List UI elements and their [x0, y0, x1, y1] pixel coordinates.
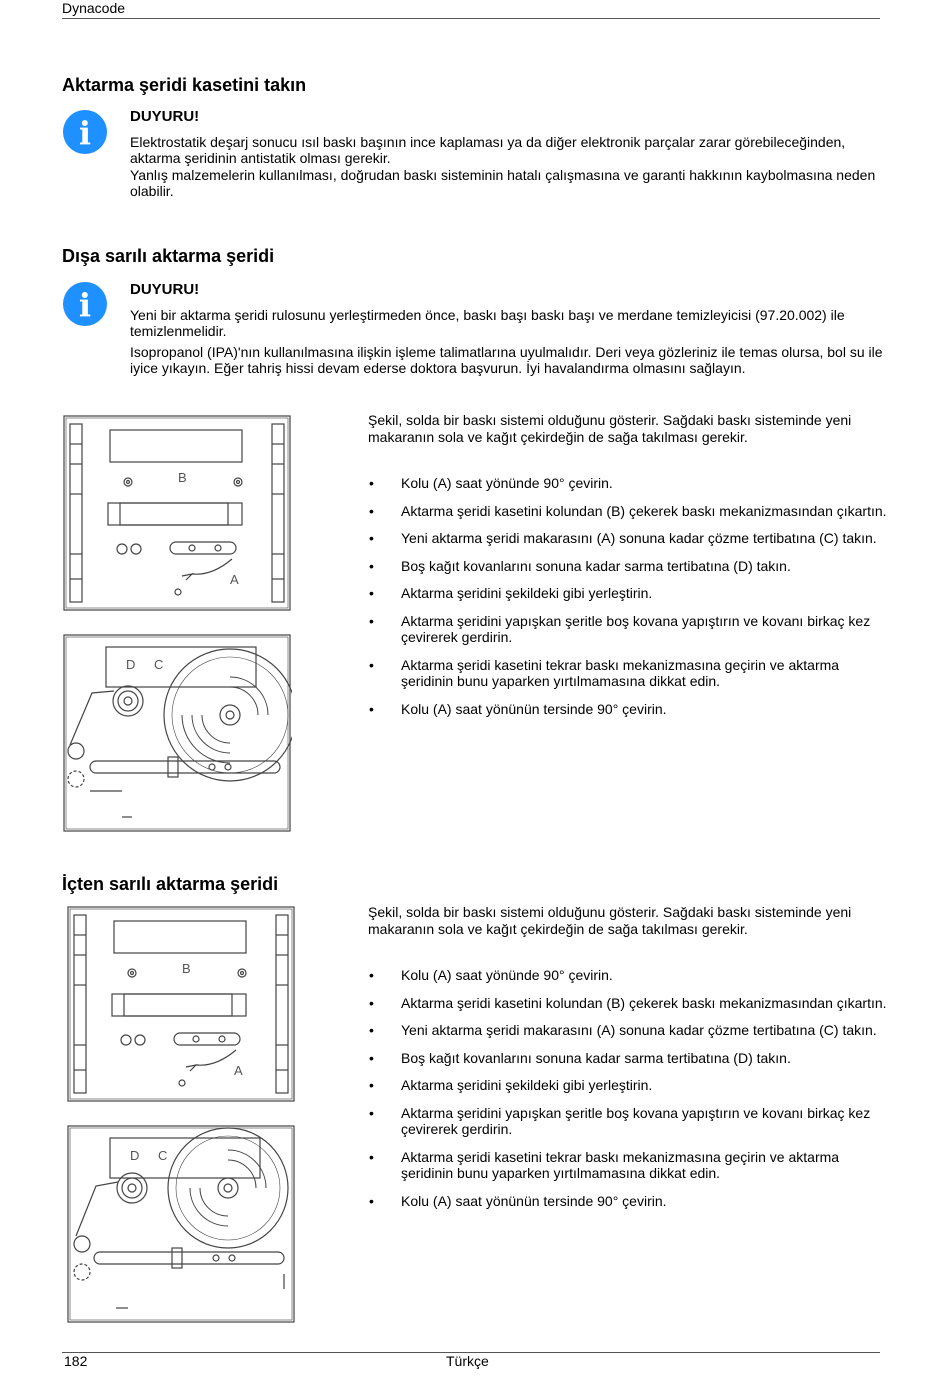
notice-text: Yeni bir aktarma şeridi rulosunu yerleştirmeden önce, baskı başı baskı başı ve merdane temizleyicisi (97.20.002) ile temizlenmelidir. [130, 306, 845, 339]
list-item: • Aktarma şeridini yapışkan şeritle boş kovana yapıştırın ve kovanı birkaç kez çevirerek gerdirin. [368, 613, 888, 646]
info-icon: i [63, 282, 107, 326]
list-item: • Yeni aktarma şeridi makarasını (A) sonuna kadar çözme tertibatına (C) takın. [368, 1022, 888, 1039]
list-item: • Aktarma şeridi kasetini tekrar baskı mekanizmasına geçirin ve aktarma şeridinin bunu yaparken yırtılmamasına dikkat edin. [368, 1149, 888, 1182]
figure-label: B [182, 961, 191, 976]
instructions-outer-wound [368, 412, 888, 728]
list-item: • Yeni aktarma şeridi makarasını (A) sonuna kadar çözme tertibatına (C) takın. [368, 530, 888, 547]
figure-ribbon-path-inner [66, 1124, 296, 1324]
figure-cassette-removal [66, 905, 296, 1103]
page-number: 182 [64, 1353, 88, 1369]
list-item: • Aktarma şeridini yapışkan şeritle boş kovana yapıştırın ve kovanı birkaç kez çevirerek gerdirin. [368, 1105, 888, 1138]
notice-antistatic [130, 109, 890, 204]
list-item: • Kolu (A) saat yönünde 90° çevirin. [368, 967, 888, 984]
notice-label: DUYURU! [130, 108, 200, 125]
info-icon: i [63, 110, 107, 154]
list-item: • Kolu (A) saat yönünün tersinde 90° çevirin. [368, 701, 888, 718]
figure-ribbon-path-outer [62, 633, 292, 833]
notice-text: Isopropanol (IPA)'nın kullanılmasına ilişkin işleme talimatlarına uyulmalıdır. Deri veya gözleriniz ile temas olursa, bol su ile iyice yıkayın. Eğer tahriş hissi devam ederse doktora başvurun. İyi havalandırma olmasını sağlayın. [130, 343, 883, 376]
notice-cleaning [130, 282, 890, 381]
list-item: • Aktarma şeridini şekildeki gibi yerleştirin. [368, 585, 888, 602]
list-item: • Boş kağıt kovanlarını sonuna kadar sarma tertibatına (D) takın. [368, 558, 888, 575]
header-rule [62, 18, 880, 19]
steps-list [368, 475, 888, 717]
steps-list [368, 967, 888, 1209]
list-item: • Aktarma şeridini şekildeki gibi yerleştirin. [368, 1077, 888, 1094]
figure-label: B [178, 470, 187, 485]
footer-language: Türkçe [446, 1353, 489, 1369]
notice-text: Elektrostatik deşarj sonucu ısıl baskı başının ince kaplaması ya da diğer elektronik parçalar zarar görebileceğinden, aktarma şeridinin antistatik olması gerekir. [130, 133, 846, 166]
section-title-outer-wound: Dışa sarılı aktarma şeridi [62, 246, 275, 266]
header-brand: Dynacode [62, 0, 126, 16]
instructions-inner-wound [368, 904, 888, 1220]
figure-label: D [130, 1148, 140, 1163]
section-title-cassette: Aktarma şeridi kasetini takın [62, 75, 307, 95]
list-item: • Kolu (A) saat yönünün tersinde 90° çevirin. [368, 1193, 888, 1210]
figure-label: A [230, 572, 239, 587]
figure-intro: Şekil, solda bir baskı sistemi olduğunu gösterir. Sağdaki baskı sisteminde yeni makaranın sola ve kağıt çekirdeğin de sağa takılması gerekir. [368, 904, 852, 937]
figure-label: C [158, 1148, 168, 1163]
list-item: • Aktarma şeridi kasetini kolundan (B) çekerek baskı mekanizmasından çıkartın. [368, 503, 888, 520]
list-item: • Kolu (A) saat yönünde 90° çevirin. [368, 475, 888, 492]
notice-label: DUYURU! [130, 281, 200, 298]
list-item: • Boş kağıt kovanlarını sonuna kadar sarma tertibatına (D) takın. [368, 1050, 888, 1067]
notice-text: Yanlış malzemelerin kullanılması, doğrudan baskı sisteminin hatalı çalışmasına ve garanti hakkının kaybolmasına neden olabilir. [130, 166, 876, 199]
figure-label: C [154, 657, 164, 672]
figure-label: A [234, 1063, 243, 1078]
figure-cassette-removal [62, 414, 292, 612]
figure-label: D [126, 657, 136, 672]
list-item: • Aktarma şeridi kasetini kolundan (B) çekerek baskı mekanizmasından çıkartın. [368, 995, 888, 1012]
section-title-inner-wound: İçten sarılı aktarma şeridi [62, 874, 279, 894]
figure-intro: Şekil, solda bir baskı sistemi olduğunu gösterir. Sağdaki baskı sisteminde yeni makaranın sola ve kağıt çekirdeğin de sağa takılması gerekir. [368, 412, 852, 445]
list-item: • Aktarma şeridi kasetini tekrar baskı mekanizmasına geçirin ve aktarma şeridinin bunu yaparken yırtılmamasına dikkat edin. [368, 657, 888, 690]
